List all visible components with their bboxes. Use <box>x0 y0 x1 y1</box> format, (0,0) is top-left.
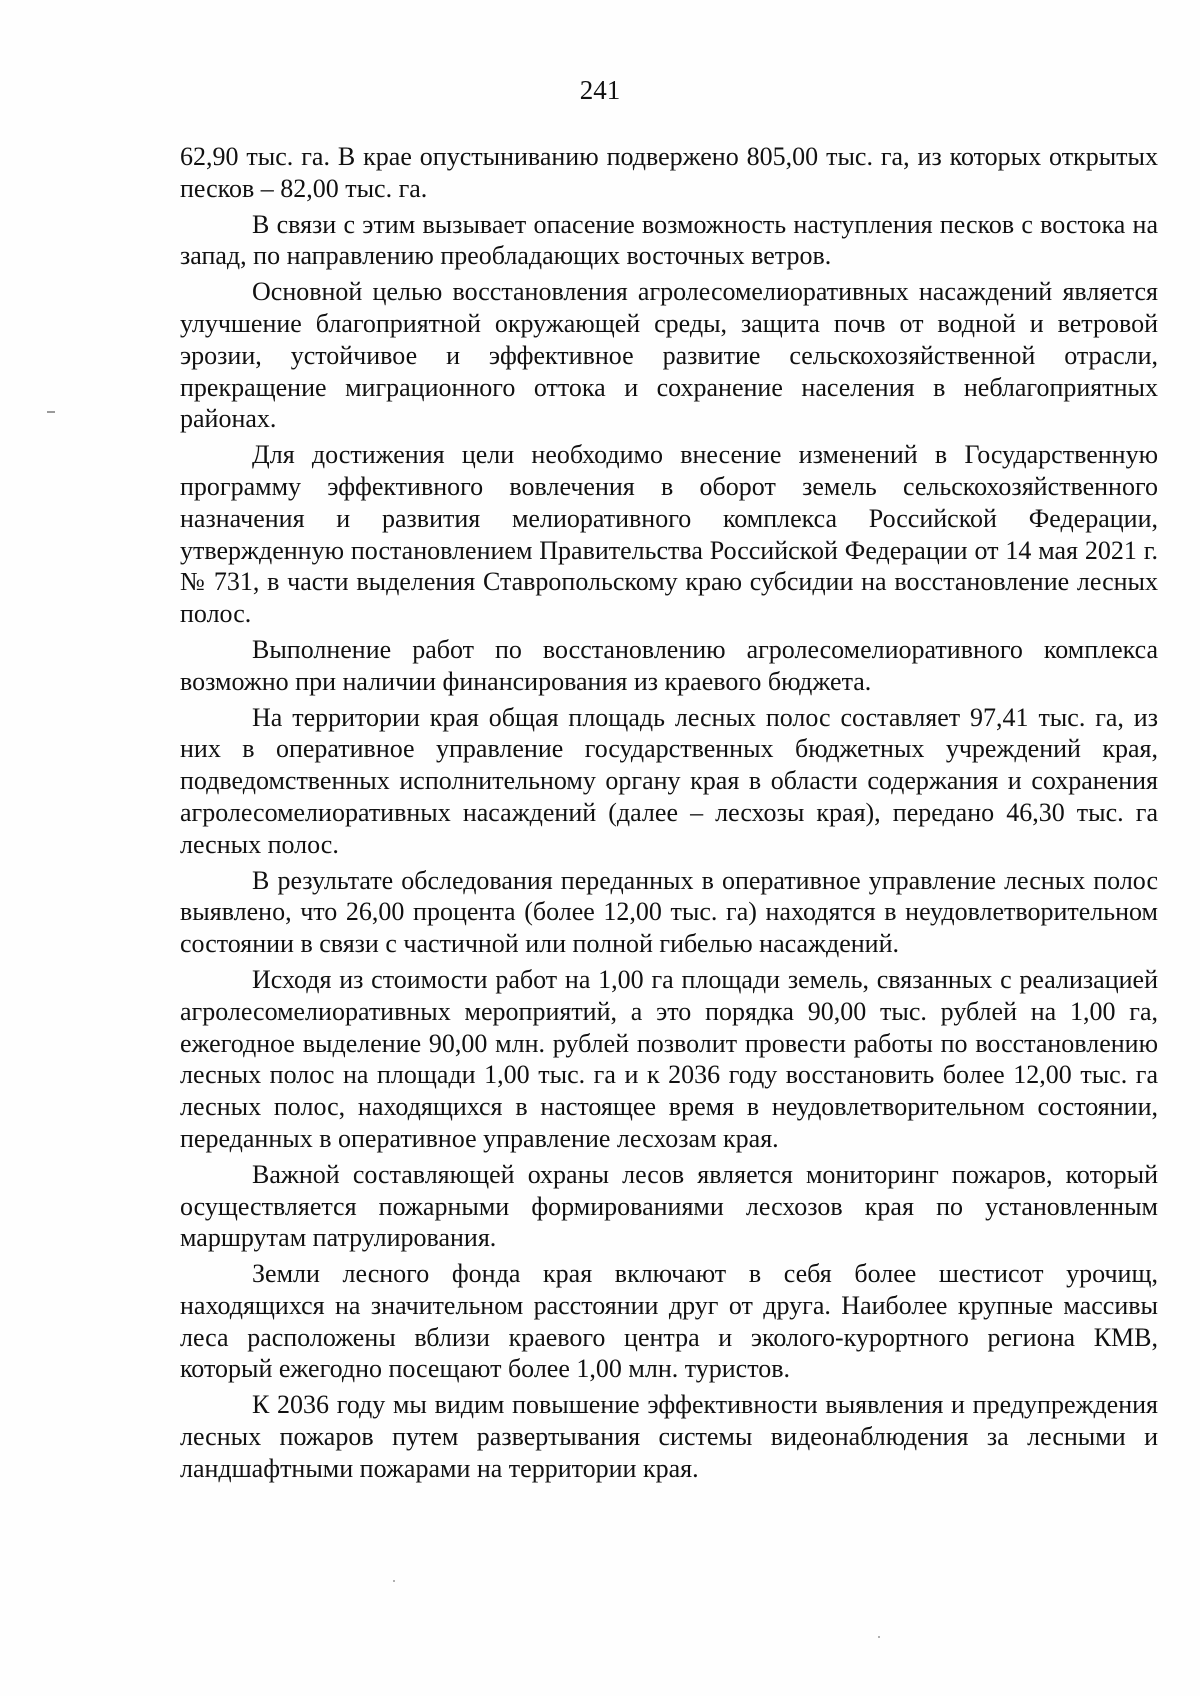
paragraph-6: На территории края общая площадь лесных полос составляет 97,41 тыс. га, из них в оперативное управление государственных бюджетных учреждений края, подведомственных исполнительному органу края в области содержания и сохранения агролесомелиоративных насаждений (далее – лесхозы края), передано 46,30 тыс. га лесных полос. <box>180 702 1158 859</box>
paragraph-11: К 2036 году мы видим повышение эффективности выявления и предупреждения лесных пожаров путем развертывания системы видеонаблюдения за лесными и ландшафтными пожарами на территории края. <box>180 1390 1158 1483</box>
page-number: 241 <box>579 75 621 105</box>
document-body <box>180 141 1158 1489</box>
scan-margin-mark <box>47 411 55 413</box>
paragraph-5: Выполнение работ по восстановлению агролесомелиоративного комплекса возможно при наличии финансирования из краевого бюджета. <box>180 634 1158 696</box>
paragraph-2: В связи с этим вызывает опасение возможность наступления песков с востока на запад, по направлению преобладающих восточных ветров. <box>180 209 1158 271</box>
paragraph-8: Исходя из стоимости работ на 1,00 га площади земель, связанных с реализацией агролесомелиоративных мероприятий, а это порядка 90,00 тыс. рублей на 1,00 га, ежегодное выделение 90,00 млн. рублей позволит провести работы по восстановлению лесных полос на площади 1,00 тыс. га и к 2036 году восстановить более 12,00 тыс. га лесных полос, находящихся в настоящее время в неудовлетворительном состоянии, переданных в оперативное управление лесхозам края. <box>180 964 1158 1153</box>
paragraph-4: Для достижения цели необходимо внесение изменений в Государственную программу эффективного вовлечения в оборот земель сельскохозяйственного назначения и развития мелиоративного комплекса Российской Федерации, утвержденную постановлением Правительства Российской Федерации от 14 мая 2021 г. № 731, в части выделения Ставропольскому краю субсидии на восстановление лесных полос. <box>180 440 1158 629</box>
paragraph-7: В результате обследования переданных в оперативное управление лесных полос выявлено, что 26,00 процента (более 12,00 тыс. га) находятся в неудовлетворительном состоянии в связи с частичной или полной гибелью насаждений. <box>180 865 1158 959</box>
paragraph-3: Основной целью восстановления агролесомелиоративных насаждений является улучшение благоприятной окружающей среды, защита почв от водной и ветровой эрозии, устойчивое и эффективное развитие сельскохозяйственной отрасли, прекращение миграционного оттока и сохранение населения в неблагоприятных районах. <box>180 277 1158 434</box>
scan-speck <box>393 1580 395 1582</box>
paragraph-1: 62,90 тыс. га. В крае опустыниванию подвержено 805,00 тыс. га, из которых открытых песков – 82,00 тыс. га. <box>180 142 1158 203</box>
paragraph-10: Земли лесного фонда края включают в себя более шестисот урочищ, находящихся на значительном расстоянии друг от друга. Наиболее крупные массивы леса расположены вблизи краевого центра и эколого-курортного региона КМВ, который ежегодно посещают более 1,00 млн. туристов. <box>180 1259 1158 1384</box>
paragraph-9: Важной составляющей охраны лесов является мониторинг пожаров, который осуществляется пожарными формированиями лесхозов края по установленным маршрутам патрулирования. <box>180 1159 1158 1253</box>
scan-speck <box>878 1636 880 1638</box>
